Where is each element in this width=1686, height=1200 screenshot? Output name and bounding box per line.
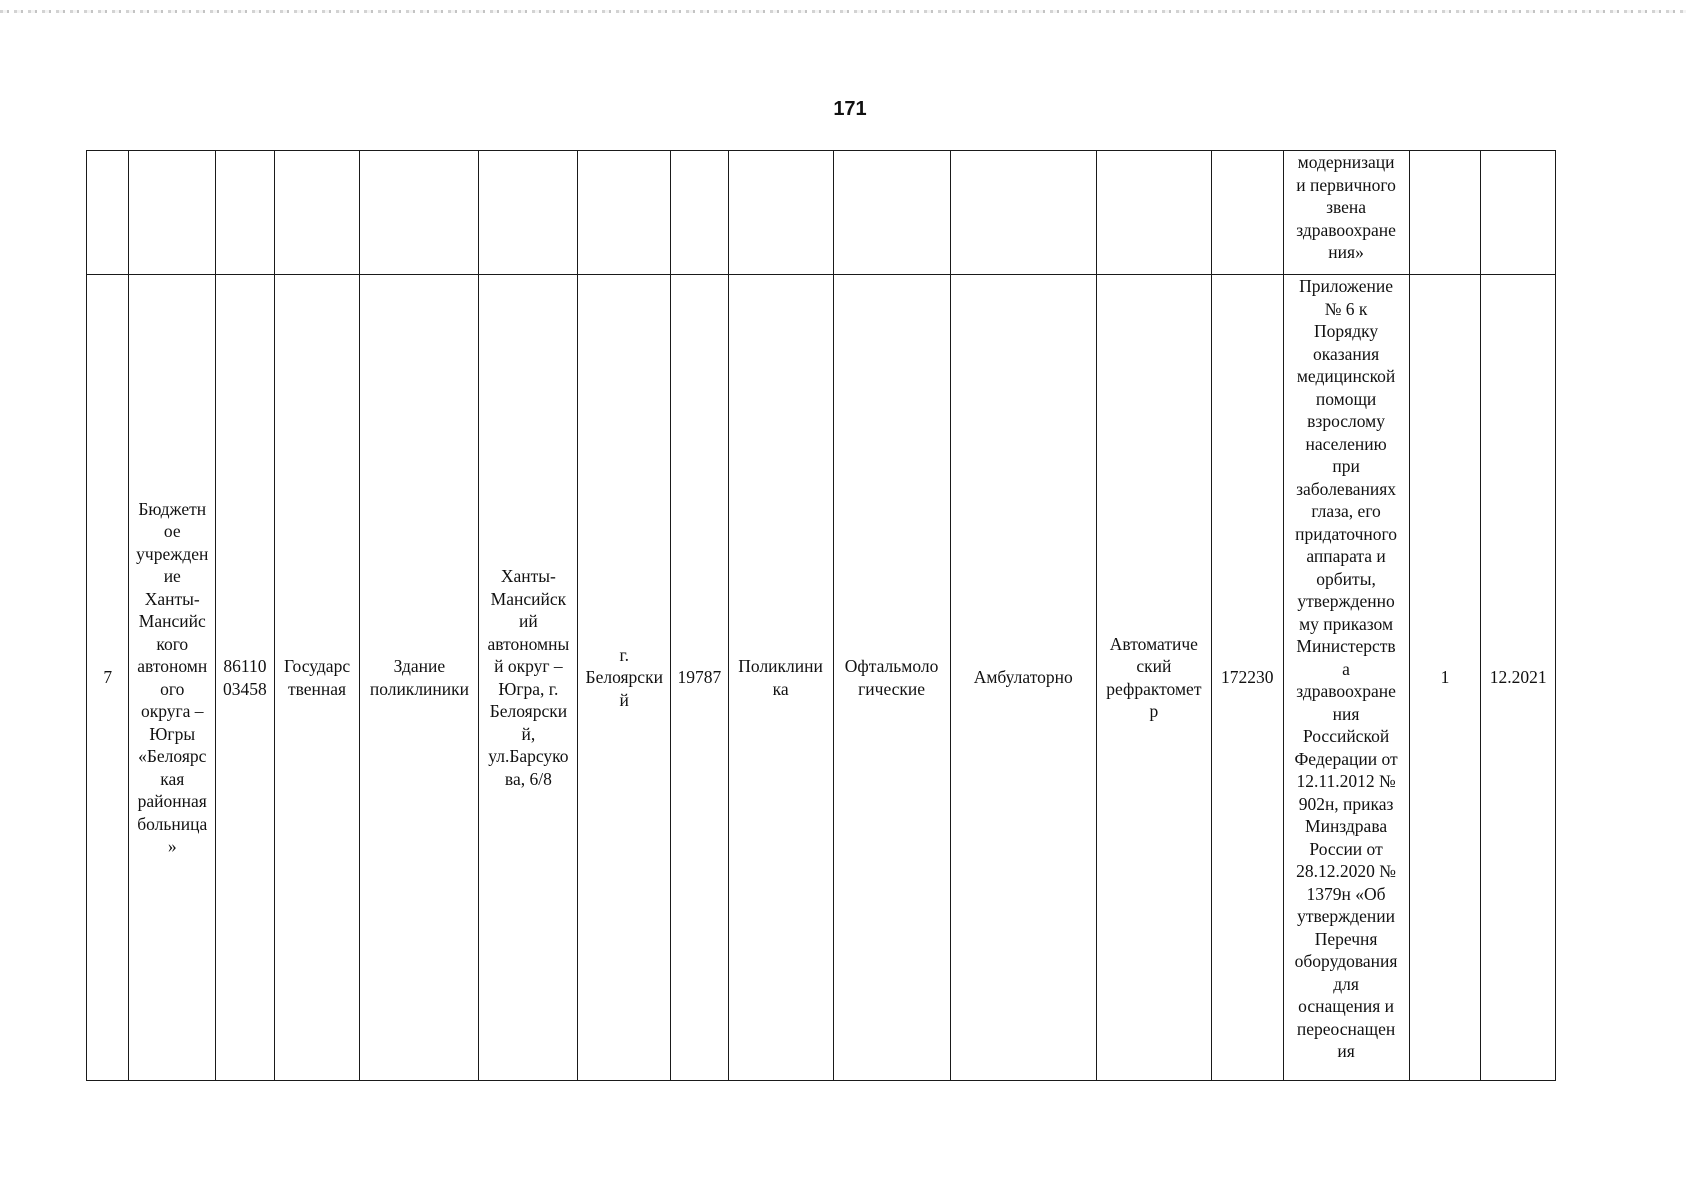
- cell-equipment: Автоматиче ский рефрактомет р: [1096, 275, 1211, 1081]
- cell-unit-type-empty: [728, 151, 833, 275]
- cell-locality-empty: [578, 151, 671, 275]
- cell-care-conditions: Амбулаторно: [950, 275, 1096, 1081]
- cell-locality-code: 19787: [671, 275, 729, 1081]
- cell-institution-empty: [129, 151, 216, 275]
- cell-basis-continuation: модернизаци и первичного звена здравоохране ния»: [1283, 151, 1409, 275]
- cell-ownership: Государс твенная: [274, 275, 360, 1081]
- cell-locality-code-empty: [671, 151, 729, 275]
- cell-equipment-empty: [1096, 151, 1211, 275]
- cell-basis: Приложение № 6 к Порядку оказания медицинской помощи взрослому населению при заболеваниях глаза, его придаточного аппарата и орбиты, утвержденно му приказом Министерств а здравоохране ния Российской Федерации от 12.11.2012 № 902н, приказ Минздрава России от 28.12.2020 № 1379н «Об утверждении Перечня оборудования для оснащения и переоснащен ия: [1283, 275, 1409, 1081]
- cell-number: 7: [87, 275, 129, 1081]
- cell-quantity-empty: [1409, 151, 1481, 275]
- cell-profile: Офтальмоло гические: [833, 275, 950, 1081]
- cell-unit-type: Поликлини ка: [728, 275, 833, 1081]
- scan-edge-artifact: [0, 10, 1686, 13]
- cell-equipment-code-empty: [1211, 151, 1283, 275]
- cell-quantity: 1: [1409, 275, 1481, 1081]
- page-number: 171: [833, 98, 867, 120]
- equipment-registry-table: [86, 150, 1556, 1081]
- cell-building: Здание поликлиники: [360, 275, 479, 1081]
- cell-date-empty: [1481, 151, 1556, 275]
- cell-institution: Бюджетн ое учрежден ие Ханты- Мансийс кого автономн ого округа – Югры «Белоярс кая районная больница »: [129, 275, 216, 1081]
- cell-address-empty: [479, 151, 578, 275]
- cell-code: 86110 03458: [216, 275, 275, 1081]
- cell-equipment-code: 172230: [1211, 275, 1283, 1081]
- table-row: [87, 275, 1556, 1081]
- cell-profile-empty: [833, 151, 950, 275]
- cell-date: 12.2021: [1481, 275, 1556, 1081]
- cell-ownership-empty: [274, 151, 360, 275]
- cell-building-empty: [360, 151, 479, 275]
- cell-code-empty: [216, 151, 275, 275]
- cell-conditions-empty: [950, 151, 1096, 275]
- cell-address: Ханты- Мансийск ий автономны й округ – Югра, г. Белоярски й, ул.Барсуко ва, 6/8: [479, 275, 578, 1081]
- cell-number-empty: [87, 151, 129, 275]
- cell-locality: г. Белоярски й: [578, 275, 671, 1081]
- table-row-continuation: [87, 151, 1556, 275]
